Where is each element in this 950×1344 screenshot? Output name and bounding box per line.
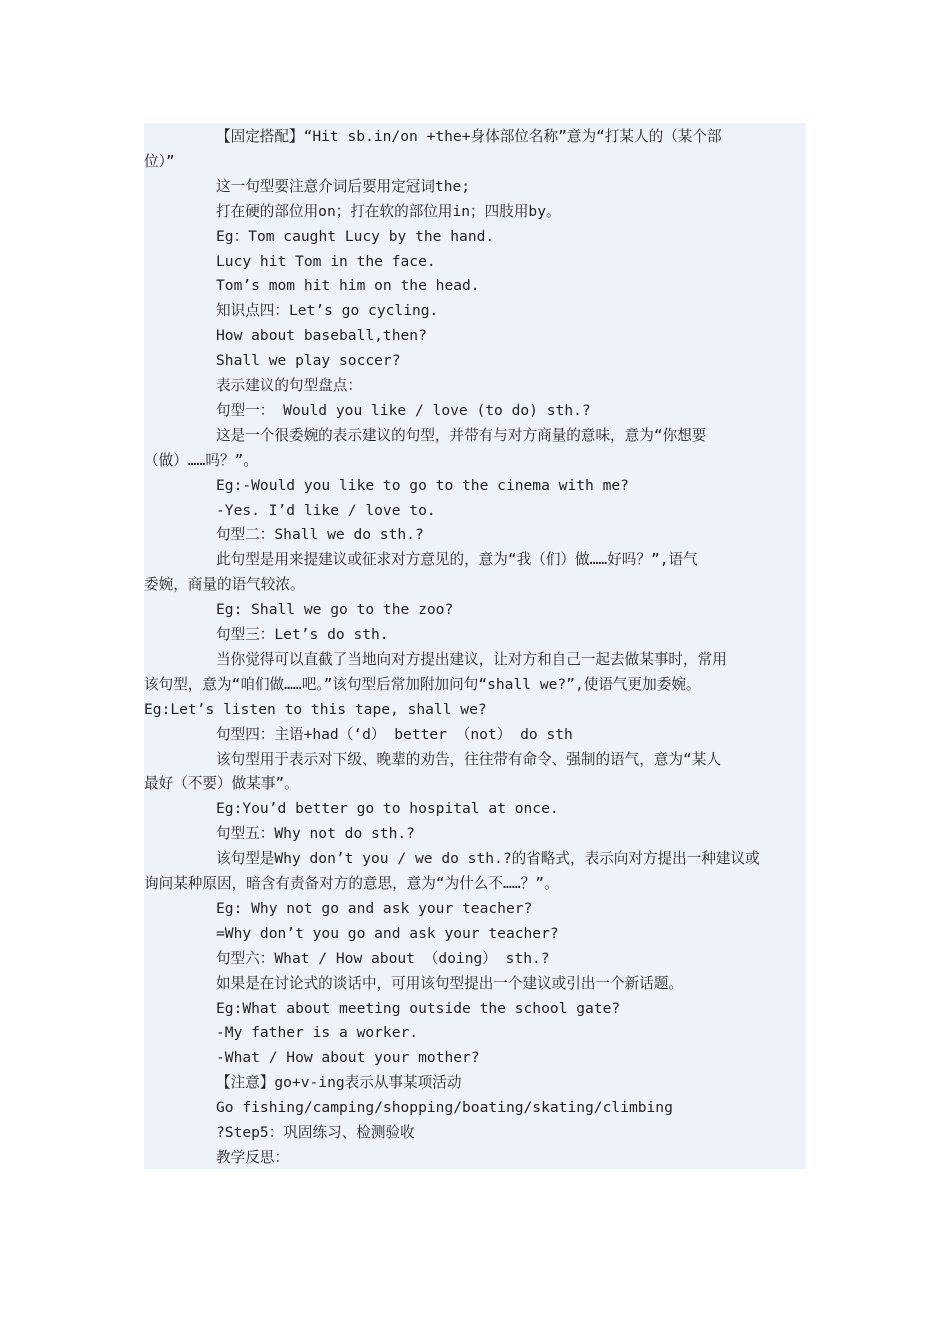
text-line: Eg: Shall we go to the zoo? <box>216 601 454 619</box>
text-line: -What / How about your mother? <box>216 1049 480 1067</box>
text-line: 此句型是用来提建议或征求对方意见的，意为“我（们）做……好吗？”,语气 <box>216 551 698 569</box>
text-line: Tom’s mom hit him on the head. <box>216 277 480 295</box>
text-line: How about baseball,then? <box>216 327 427 345</box>
text-line: （做）……吗？”。 <box>144 451 258 469</box>
text-line: 委婉，商量的语气较浓。 <box>144 576 305 594</box>
text-line: 最好（不要）做某事”。 <box>144 775 299 793</box>
text-line: Eg:What about meeting outside the school gate? <box>216 999 621 1017</box>
text-line: 表示建议的句型盘点： <box>216 377 362 394</box>
text-line: Lucy hit Tom in the face. <box>216 252 436 270</box>
text-line: 句型四：主语+had（‘d） better （not） do sth <box>216 725 573 743</box>
text-line: =Why don’t you go and ask your teacher? <box>216 924 559 942</box>
text-line: 该句型是Why don’t you / we do sth.?的省略式，表示向对方提出一种建议或 <box>216 850 760 868</box>
text-line: 教学反思： <box>216 1148 289 1166</box>
text-line: 如果是在讨论式的谈话中，可用该句型提出一个建议或引出一个新话题。 <box>216 974 684 992</box>
text-line: 【注意】go+v-ing表示从事某项活动 <box>216 1074 462 1092</box>
text-line: 句型一： Would you like / love (to do) sth.? <box>216 401 591 419</box>
text-line: Eg:You’d better go to hospital at once. <box>216 800 559 818</box>
text-line: 句型二：Shall we do sth.? <box>216 526 424 544</box>
text-line: 句型六：What / How about （doing） sth.? <box>216 949 550 967</box>
text-line: 句型五：Why not do sth.? <box>216 825 415 843</box>
text-line: 位）” <box>144 152 175 170</box>
text-line: 该句型，意为“咱们做……吧。”该句型后常加附加问句“shall we?”,使语气更加委婉。 <box>144 675 701 693</box>
text-line: 【固定搭配】“Hit sb.in/on +the+身体部位名称”意为“打某人的（某个部 <box>216 128 722 145</box>
text-line: 句型三：Let’s do sth. <box>216 626 389 643</box>
text-line: 该句型用于表示对下级、晚辈的劝告，往往带有命令、强制的语气，意为“某人 <box>216 750 721 768</box>
text-line: 这是一个很委婉的表示建议的句型，并带有与对方商量的意味，意为“你想要 <box>216 426 707 444</box>
text-line: 这一句型要注意介词后要用定冠词the; <box>216 177 471 195</box>
text-line: -Yes. I’d like / love to. <box>216 501 436 519</box>
text-line: ?Step5：巩固练习、检测验收 <box>216 1124 415 1141</box>
text-line: Go fishing/camping/shopping/boating/skating/climbing <box>216 1099 673 1117</box>
text-line: Eg:-Would you like to go to the cinema with me? <box>216 476 629 494</box>
text-line: -My father is a worker. <box>216 1024 419 1042</box>
text-line: 当你觉得可以直截了当地向对方提出建议，让对方和自己一起去做某事时，常用 <box>216 650 727 668</box>
text-line: 询问某种原因，暗含有责备对方的意思，意为“为什么不……？”。 <box>144 875 559 892</box>
text-line: 打在硬的部位用on；打在软的部位用in；四肢用by。 <box>216 202 561 220</box>
text-line: Eg:Let’s listen to this tape, shall we? <box>144 700 487 718</box>
text-line: Eg: Why not go and ask your teacher? <box>216 899 533 917</box>
text-line: Eg：Tom caught Lucy by the hand. <box>216 227 495 245</box>
text-block <box>144 123 806 1169</box>
text-line: 知识点四：Let’s go cycling. <box>216 302 439 320</box>
text-line: Shall we play soccer? <box>216 352 401 370</box>
